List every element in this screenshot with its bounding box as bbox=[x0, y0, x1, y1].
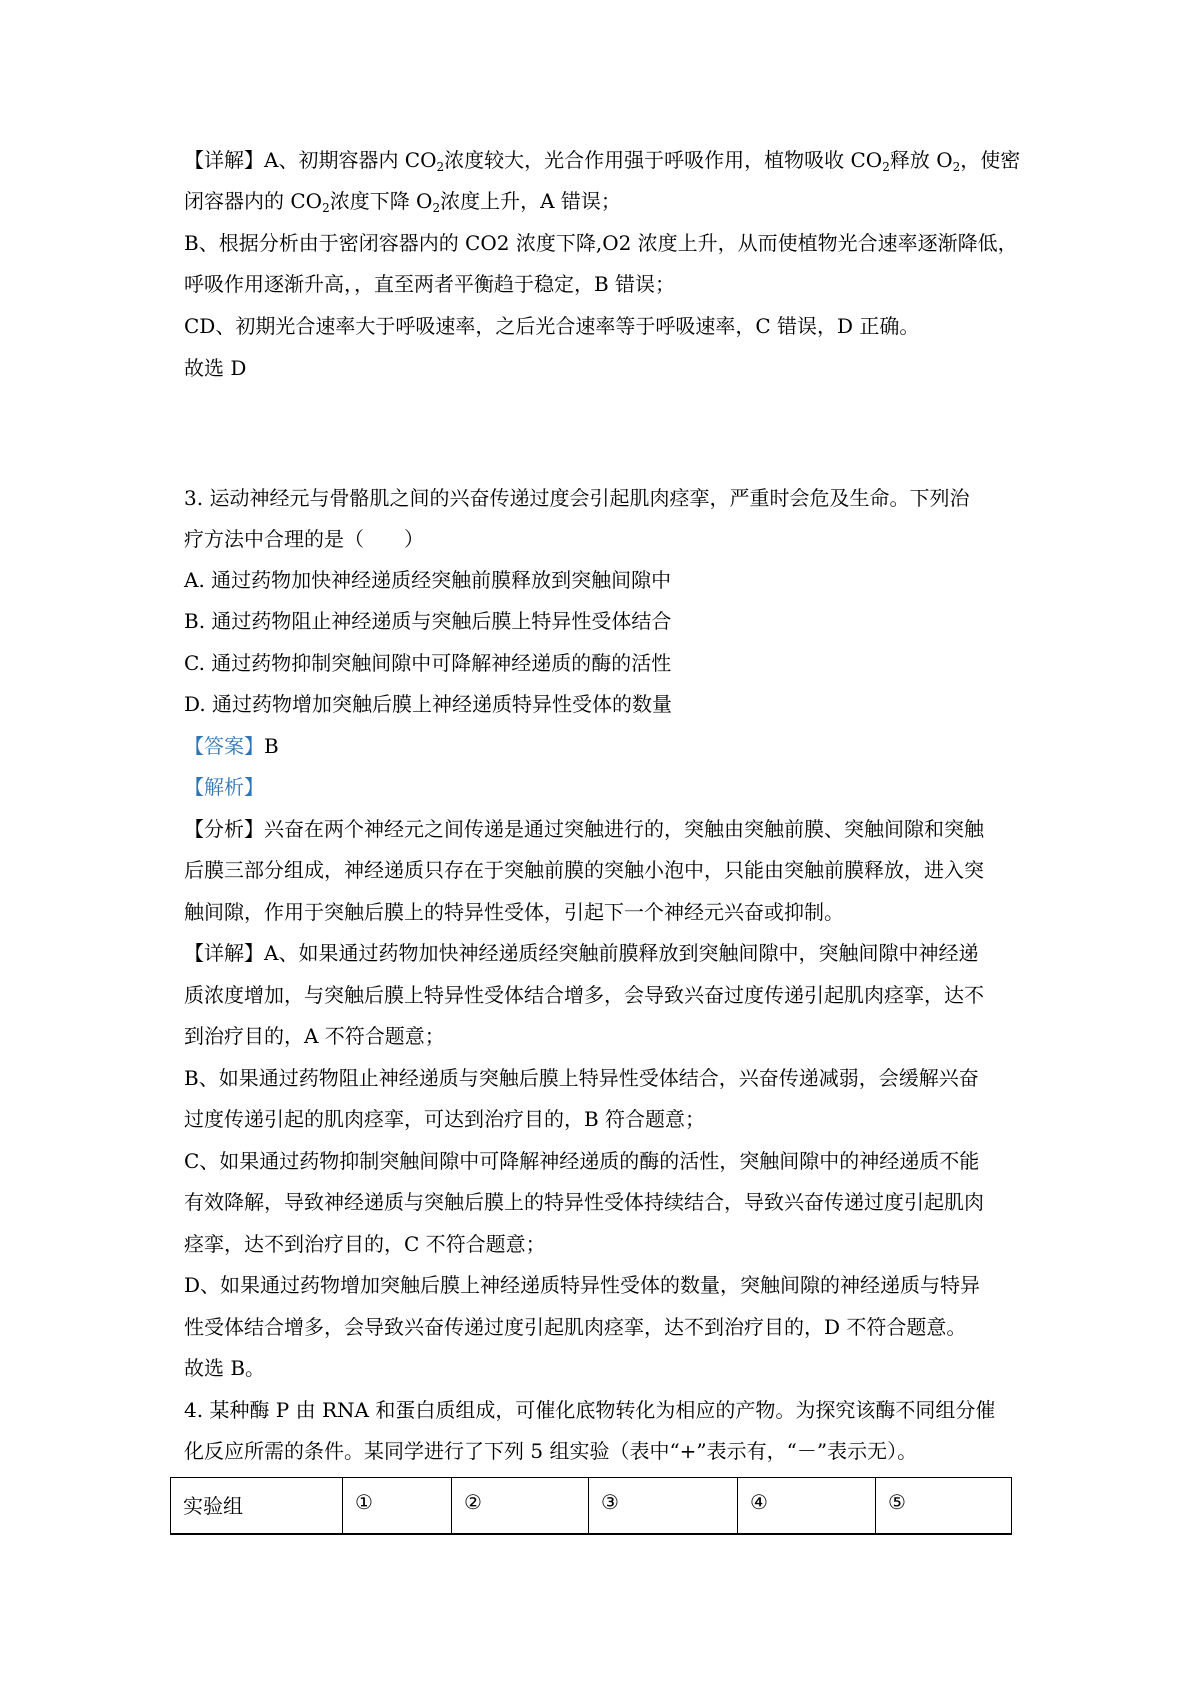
analysis-sub-tag: 【分析】 bbox=[184, 817, 264, 841]
q3-option-d: D. 通过药物增加突触后膜上神经递质特异性受体的数量 bbox=[184, 692, 673, 716]
detail-tag: 【详解】 bbox=[184, 148, 264, 172]
q3-analysis-line-3: 触间隙，作用于突触后膜上的特异性受体，引起下一个神经元兴奋或抑制。 bbox=[184, 900, 844, 924]
q3-answer bbox=[184, 732, 279, 760]
q3-detail-line-8: 痉挛，达不到治疗目的，C 不符合题意； bbox=[184, 1232, 546, 1256]
table-cell: ① bbox=[343, 1478, 452, 1535]
q3-detail-line-5: 过度传递引起的肌肉痉挛，可达到治疗目的，B 符合题意； bbox=[184, 1107, 706, 1131]
table-cell: ② bbox=[452, 1478, 589, 1535]
q3-stem-2: 疗方法中合理的是（ ） bbox=[184, 527, 424, 551]
table-cell: ④ bbox=[738, 1478, 876, 1535]
q3-analysis-line-1: 【分析】兴奋在两个神经元之间传递是通过突触进行的，突触由突触前膜、突触间隙和突触 bbox=[184, 817, 984, 841]
q3-option-b: B. 通过药物阻止神经递质与突触后膜上特异性受体结合 bbox=[184, 609, 672, 633]
q3-detail-line-4: B、如果通过药物阻止神经递质与突触后膜上特异性受体结合，兴奋传递减弱，会缓解兴奋 bbox=[184, 1066, 979, 1090]
q4-stem-1: 4. 某种酶 P 由 RNA 和蛋白质组成，可催化底物转化为相应的产物。为探究该酶不同组分催 bbox=[184, 1398, 996, 1422]
q3-detail-line-3: 到治疗目的，A 不符合题意； bbox=[184, 1024, 445, 1048]
detail-line-1: 【详解】A、初期容器内 $CO_2$浓度较大，光合作用强于呼吸作用，植物吸收 $CO_2$释放 $O_2$，使密 bbox=[184, 148, 1021, 174]
detail-line-3: B、根据分析由于密闭容器内的 CO2 浓度下降,O2 浓度上升，从而使植物光合速率逐渐降低， bbox=[184, 231, 1018, 255]
answer-tag: 【答案】 bbox=[184, 734, 264, 758]
q3-analysis-tag: 【解析】 bbox=[184, 775, 264, 799]
table-cell: ⑤ bbox=[876, 1478, 1012, 1535]
q3-option-c: C. 通过药物抑制突触间隙中可降解神经递质的酶的活性 bbox=[184, 651, 672, 675]
q3-detail-line-2: 质浓度增加，与突触后膜上特异性受体结合增多，会导致兴奋过度传递引起肌肉痉挛，达不 bbox=[184, 983, 984, 1007]
table-cell: 实验组 bbox=[171, 1478, 343, 1535]
detail-line-5: CD、初期光合速率大于呼吸速率，之后光合速率等于呼吸速率，C 错误，D 正确。 bbox=[184, 314, 920, 338]
q3-detail-line-9: D、如果通过药物增加突触后膜上神经递质特异性受体的数量，突触间隙的神经递质与特异 bbox=[184, 1273, 981, 1297]
q3-analysis-line-2: 后膜三部分组成，神经递质只存在于突触前膜的突触小泡中，只能由突触前膜释放，进入突 bbox=[184, 858, 984, 882]
q3-detail-line-7: 有效降解，导致神经递质与突触后膜上的特异性受体持续结合，导致兴奋传递过度引起肌肉 bbox=[184, 1190, 984, 1214]
detail-line-4: 呼吸作用逐渐升高，，直至两者平衡趋于稳定，B 错误； bbox=[184, 272, 676, 296]
q3-choose: 故选 B。 bbox=[184, 1356, 266, 1380]
answer-value: B bbox=[264, 734, 279, 758]
q4-stem-2: 化反应所需的条件。某同学进行了下列 5 组实验（表中“+”表示有，“－”表示无）。 bbox=[184, 1439, 918, 1463]
q3-detail-line-6: C、如果通过药物抑制突触间隙中可降解神经递质的酶的活性，突触间隙中的神经递质不能 bbox=[184, 1149, 980, 1173]
detail-tag: 【详解】 bbox=[184, 941, 264, 965]
table-header-row bbox=[171, 1478, 1012, 1535]
detail-choose: 故选 D bbox=[184, 356, 247, 380]
detail-line-2: 闭容器内的 $CO_2$浓度下降 $O_2$浓度上升，A 错误； bbox=[184, 189, 621, 215]
experiment-table bbox=[170, 1477, 1012, 1535]
q3-stem-1: 3. 运动神经元与骨骼肌之间的兴奋传递过度会引起肌肉痉挛，严重时会危及生命。下列治 bbox=[184, 486, 970, 510]
q3-detail-line-10: 性受体结合增多，会导致兴奋传递过度引起肌肉痉挛，达不到治疗目的，D 不符合题意。 bbox=[184, 1315, 967, 1339]
q3-option-a: A. 通过药物加快神经递质经突触前膜释放到突触间隙中 bbox=[184, 568, 672, 592]
table-cell: ③ bbox=[589, 1478, 738, 1535]
q3-detail-line-1: 【详解】A、如果通过药物加快神经递质经突触前膜释放到突触间隙中，突触间隙中神经递 bbox=[184, 941, 979, 965]
